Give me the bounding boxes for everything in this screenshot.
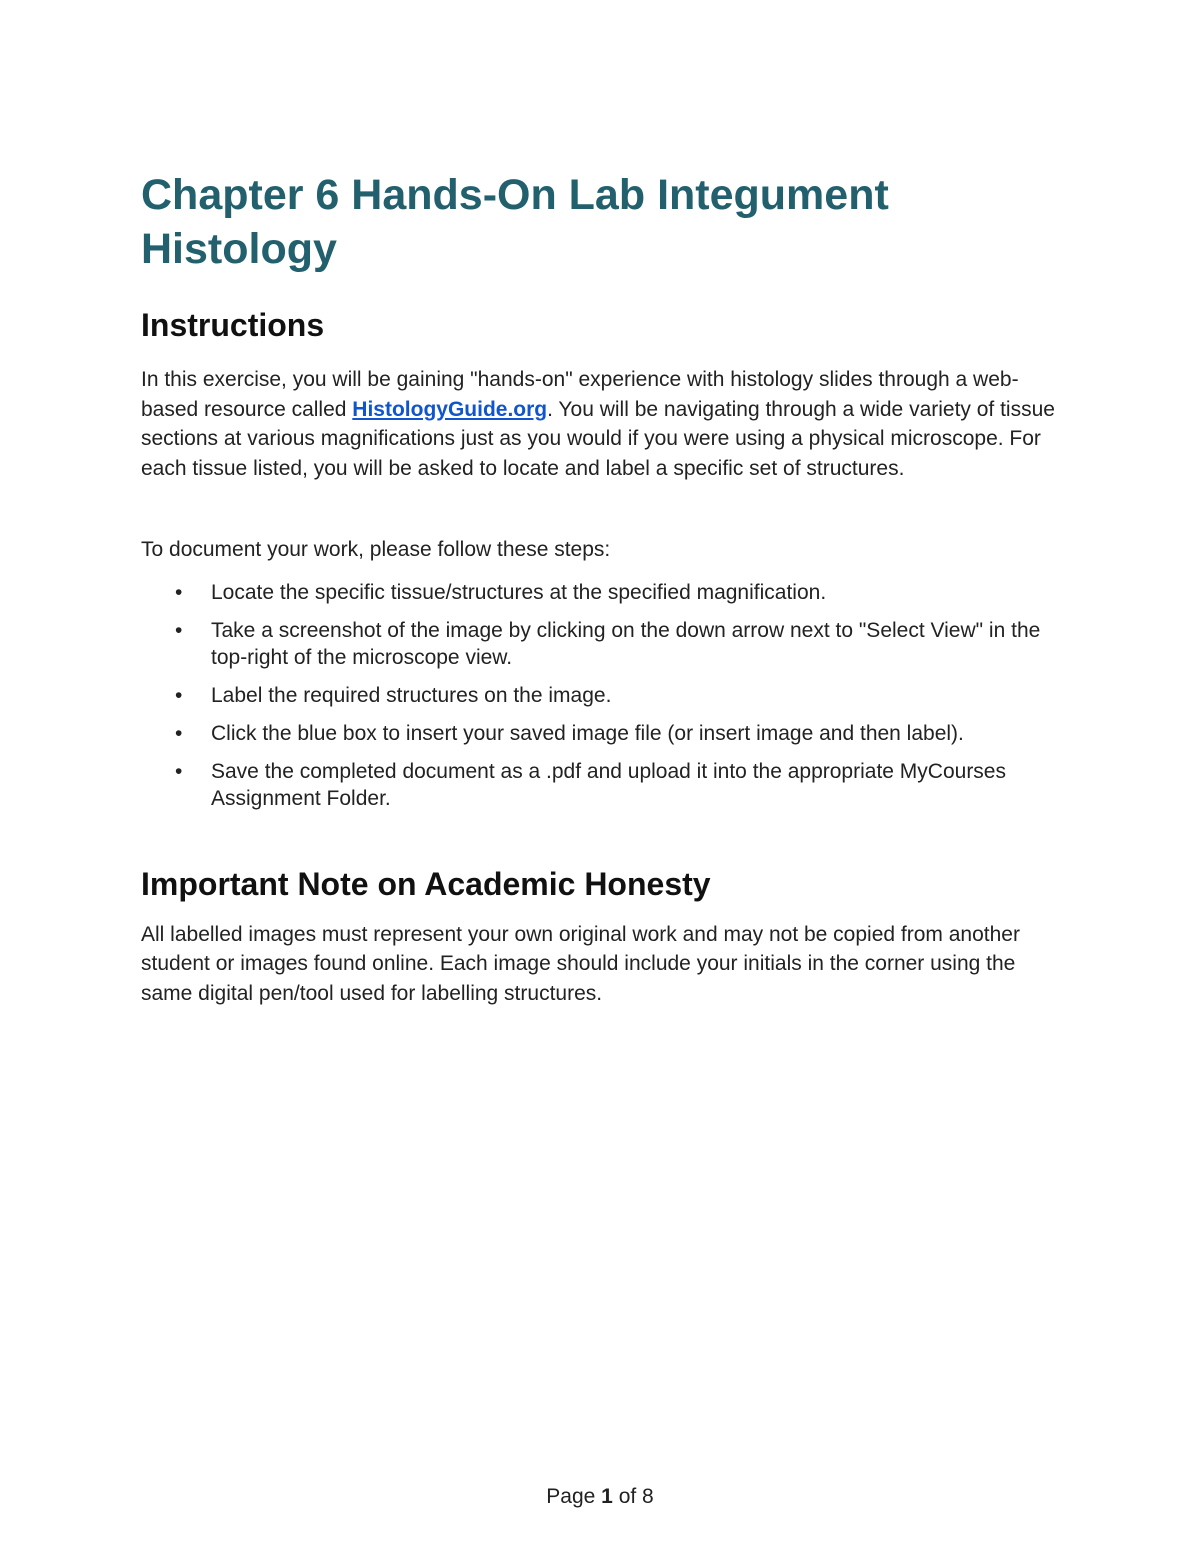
page-label: Page: [546, 1485, 596, 1508]
histologyguide-link[interactable]: HistologyGuide.org: [352, 397, 548, 421]
list-item: [141, 617, 1071, 671]
total-pages: 8: [642, 1485, 654, 1508]
list-item: [141, 720, 1071, 747]
step-text: Label the required structures on the image.: [211, 683, 612, 707]
instructions-heading: Instructions: [141, 307, 325, 343]
bullet-icon: •: [175, 759, 183, 783]
step-text: Take a screenshot of the image by clicking on the down arrow next to "Select View" in the top-right of the microscope view.: [211, 618, 1041, 669]
academic-honesty-paragraph: All labelled images must represent your own original work and may not be copied from another student or images found online. Each image should include your initials in the corner using the same digital pen/tool used for labelling structures.: [141, 922, 1020, 1005]
current-page-number: 1: [601, 1485, 613, 1508]
page-of-label: of: [618, 1485, 637, 1508]
document-title: Chapter 6 Hands-On Lab Integument Histology: [141, 171, 889, 273]
steps-list: [141, 579, 1071, 812]
bullet-icon: •: [175, 618, 183, 642]
list-item: [141, 579, 1071, 606]
intro-paragraph: [141, 365, 1071, 483]
step-text: Save the completed document as a .pdf and upload it into the appropriate MyCourses Assignment Folder.: [211, 759, 1006, 810]
academic-honesty-heading: Important Note on Academic Honesty: [141, 865, 711, 902]
list-item: [141, 758, 1071, 812]
intro-text-start: In this exercise, you will be gaining "hands-on" experience with histology slides through a web-based resource called: [141, 368, 1019, 421]
bullet-icon: •: [175, 580, 183, 604]
step-text: Locate the specific tissue/structures at the specified magnification.: [211, 580, 827, 604]
steps-intro: To document your work, please follow these steps:: [141, 538, 611, 561]
document-content: [141, 168, 1071, 1008]
intro-text-end: . You will be navigating through a wide variety of tissue sections at various magnifications just as you would if you were using a physical microscope. For each tissue listed, you will be asked to locate and label a specific set of structures.: [141, 397, 1055, 480]
step-text: Click the blue box to insert your saved image file (or insert image and then label).: [211, 721, 964, 745]
bullet-icon: •: [175, 721, 183, 745]
bullet-icon: •: [175, 683, 183, 707]
page-number-footer: [0, 1485, 1200, 1509]
list-item: [141, 682, 1071, 709]
